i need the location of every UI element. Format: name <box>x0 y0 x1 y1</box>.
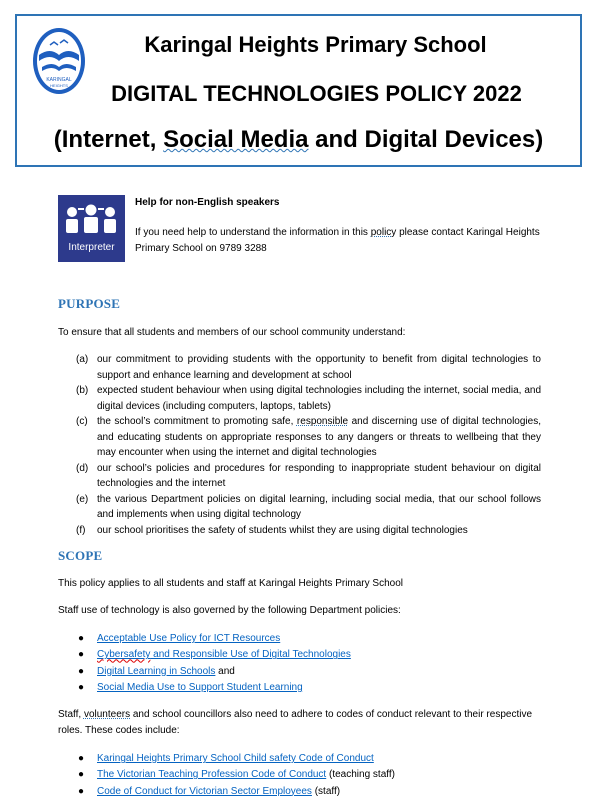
list-item <box>78 751 548 767</box>
link-digital-learning[interactable]: Digital Learning in Schools <box>97 665 216 677</box>
list-item: (c) the school’s commitment to promoting safe, responsible and discerning use of digital technologies, and educating students on appropriate responses to any dangers or threats to wellbeing that they may encounter when using the internet and digital technologies <box>76 416 541 458</box>
scope-paragraph-1: This policy applies to all students and staff at Karingal Heights Primary School <box>58 578 403 589</box>
list-item <box>78 680 548 696</box>
link-teaching-code[interactable]: The Victorian Teaching Profession Code of Conduct <box>97 769 327 781</box>
svg-text:KARINGAL: KARINGAL <box>46 77 72 83</box>
bullet-icon: ● <box>78 769 85 781</box>
bullet-icon: ● <box>78 649 85 661</box>
codes-of-conduct-list <box>78 751 548 800</box>
interpreter-label: Interpreter <box>68 242 115 253</box>
bullet-icon: ● <box>78 665 85 677</box>
policy-title: DIGITAL TECHNOLOGIES POLICY 2022 <box>111 81 522 106</box>
scope-heading: SCOPE <box>58 548 103 563</box>
title-box <box>15 14 582 167</box>
list-item <box>78 647 548 663</box>
link-cybersafety[interactable]: Cybersafety and Responsible Use of Digital Technologies <box>97 649 351 661</box>
list-item: (f) our school prioritises the safety of students whilst they are using digital technologies <box>76 524 468 536</box>
link-child-safety-code[interactable]: Karingal Heights Primary School Child safety Code of Conduct <box>97 753 374 764</box>
list-item: (b) expected student behaviour when using digital technologies including the internet, social media, and digital devices (including computers, laptops, tablets) <box>76 385 541 412</box>
purpose-list <box>76 352 541 538</box>
list-item: ● Digital Learning in Schools and <box>78 664 548 680</box>
list-item: ● The Victorian Teaching Profession Code of Conduct (teaching staff) <box>78 767 548 783</box>
list-item <box>78 631 548 647</box>
link-acceptable-use[interactable]: Acceptable Use Policy for ICT Resources <box>97 633 281 644</box>
purpose-intro: To ensure that all students and members of our school community understand: <box>58 327 406 338</box>
help-title: Help for non-English speakers <box>135 197 280 208</box>
bullet-icon: ● <box>78 681 85 693</box>
bullet-icon: ● <box>78 785 85 797</box>
purpose-heading: PURPOSE <box>58 296 121 311</box>
list-item: (a) our commitment to providing students with the opportunity to benefit from digital technologies to support and enhance learning and development at school <box>76 354 541 381</box>
policy-subtitle: (Internet, Social Media and Digital Devices) <box>53 126 544 153</box>
scope-paragraph-3: Staff, volunteers and school councillors also need to adhere to codes of conduct relevant to their respective roles. These codes include: <box>58 709 533 736</box>
link-sector-employees-code[interactable]: Code of Conduct for Victorian Sector Employees <box>97 785 312 797</box>
help-text: If you need help to understand the information in this policy please contact Karingal Heights Primary School on 9789 3288 <box>135 227 540 254</box>
scope-paragraph-2: Staff use of technology is also governed by the following Department policies: <box>58 605 401 616</box>
list-item: (d) our school’s policies and procedures for responding to inappropriate student behaviour on digital technologies and the internet <box>76 462 541 489</box>
list-item: (e) the various Department policies on digital learning, including social media, that our school follows and implements when using digital technology <box>76 493 541 520</box>
school-name: Karingal Heights Primary School <box>144 32 487 57</box>
list-item: ● Code of Conduct for Victorian Sector Employees (staff) <box>78 784 548 800</box>
bullet-icon: ● <box>78 753 85 764</box>
link-social-media[interactable]: Social Media Use to Support Student Learning <box>97 681 303 693</box>
department-policies-list <box>78 631 548 696</box>
bullet-icon: ● <box>78 633 85 644</box>
svg-text:HEIGHTS: HEIGHTS <box>50 83 68 88</box>
interpreter-icon <box>58 195 125 262</box>
